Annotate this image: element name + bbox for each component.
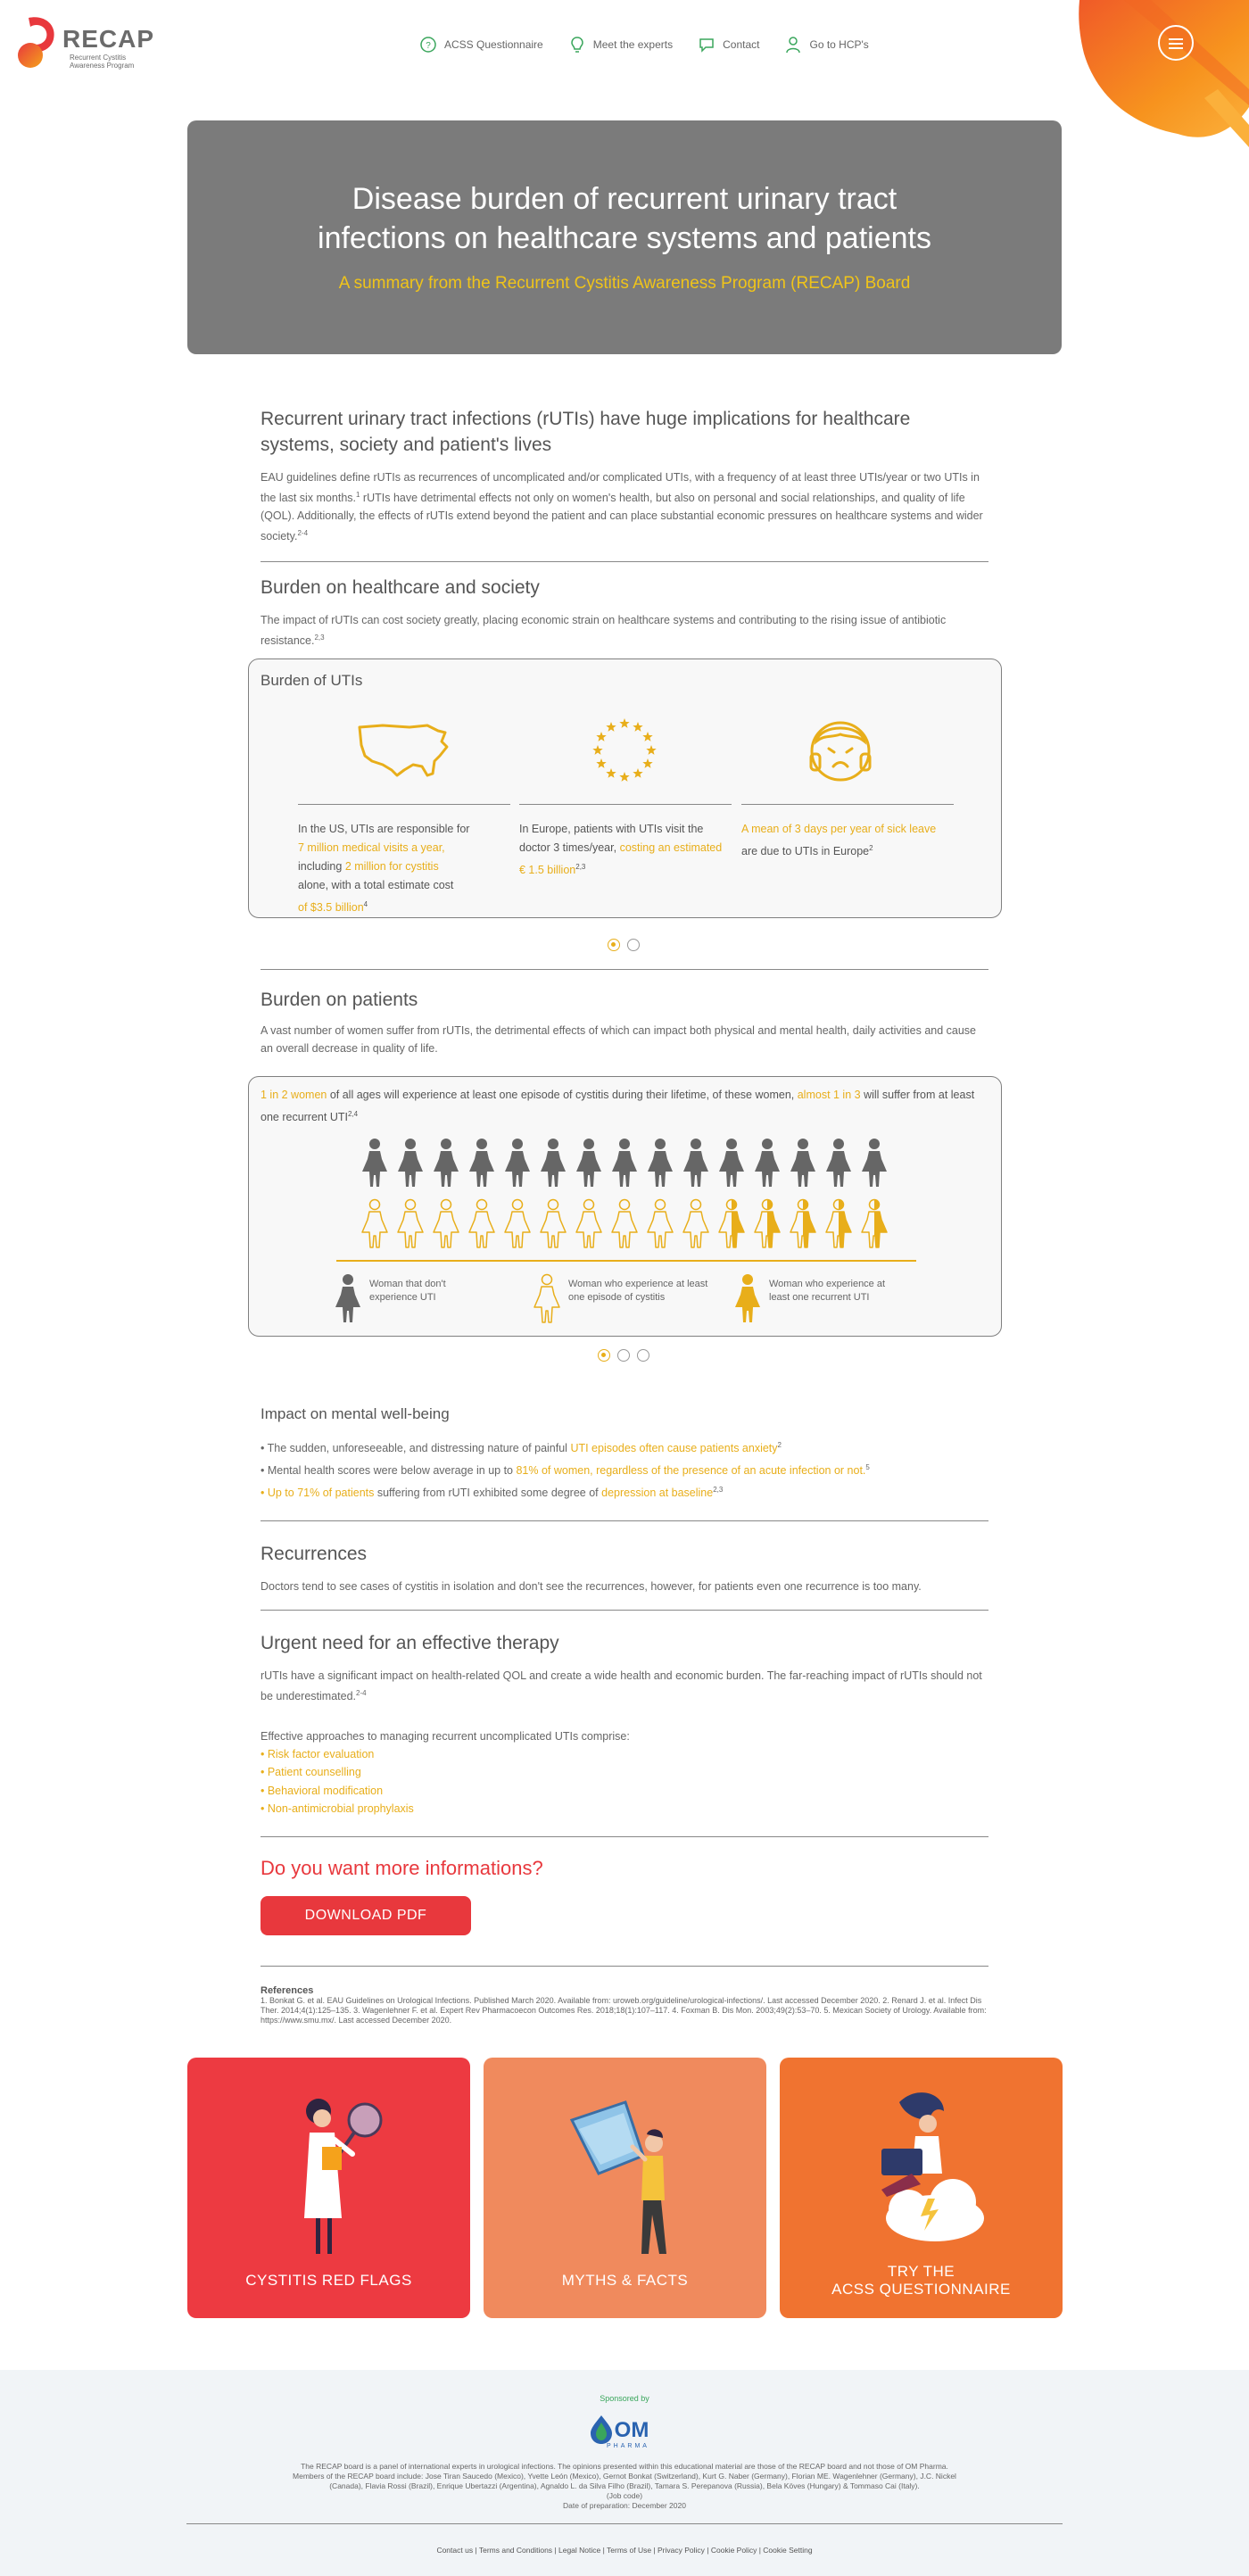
eu-star xyxy=(592,745,602,755)
woman-outline-icon xyxy=(396,1198,425,1250)
col-divider xyxy=(298,804,510,805)
carousel-dots-1 xyxy=(608,939,640,951)
card-myths-facts[interactable] xyxy=(484,2058,766,2318)
ref-sup: 2,3 xyxy=(575,863,586,871)
footer-links-text[interactable]: Contact us | Terms and Conditions | Legal Notice | Terms of Use | Privacy Policy | Cookie Policy | Cookie Setting xyxy=(436,2546,813,2555)
burden-carousel-slide xyxy=(248,658,1002,918)
woman-grey-icon xyxy=(396,1138,425,1189)
bullet-highlight: • Up to 71% of patients xyxy=(261,1487,375,1500)
footer-line: Members of the RECAP board include: Jose Tiran Saucedo (Mexico), Yvette León (Mexico), Gernot Bonkat (Switzerland), Kurt G. Naber (Germany), Florian ME. Wagenlehner (Germany), J.C. Nickel xyxy=(293,2472,956,2481)
card-cystitis-red-flags[interactable] xyxy=(187,2058,470,2318)
ref-sup: 2-4 xyxy=(356,1689,367,1698)
woman-no-uti-icon xyxy=(334,1273,362,1325)
eu-star xyxy=(606,722,616,732)
therapy-list xyxy=(261,1745,988,1818)
mental-bullets xyxy=(261,1436,988,1503)
woman-half-icon xyxy=(860,1198,889,1250)
therapy-item: • Behavioral modification xyxy=(261,1784,384,1797)
patients-carousel-slide xyxy=(248,1076,1002,1337)
page-subtitle: A summary from the Recurrent Cystitis Awareness Program (RECAP) Board xyxy=(338,274,911,293)
woman-grey-icon xyxy=(860,1138,889,1189)
doctor-magnifier-illustration xyxy=(267,2084,392,2263)
therapy-item: • Risk factor evaluation xyxy=(261,1747,375,1760)
therapy-item: • Non-antimicrobial prophylaxis xyxy=(261,1802,414,1816)
section-divider xyxy=(261,1966,988,1967)
nav-label: Contact xyxy=(723,38,760,51)
title-line2: infections on healthcare systems and patients xyxy=(318,221,931,255)
intro-heading: Recurrent urinary tract infections (rUTIs) have huge implications for healthcare systems, society and patient's lives xyxy=(261,409,911,455)
eu-star xyxy=(646,745,656,755)
ref-sup: 4 xyxy=(363,900,368,908)
om-pharma-logo[interactable] xyxy=(589,2406,660,2451)
legend-label: Woman who experience at least one episode of cystitis xyxy=(568,1279,708,1303)
legend-divider xyxy=(336,1260,916,1262)
ref-sup: 5 xyxy=(865,1463,870,1472)
eu-star xyxy=(633,768,642,778)
om-wordmark: OM xyxy=(614,2418,649,2442)
stat-highlight: almost 1 in 3 xyxy=(794,1089,861,1101)
intro-text1: EAU guidelines define rUTIs as recurrences of uncomplicated and/or complicated UTIs, with a frequency of at least three UTIs/year or two UTIs in the last six months. xyxy=(261,471,980,505)
card-label-line2: ACSS QUESTIONNAIRE xyxy=(831,2281,1011,2298)
title-line1: Disease burden of recurrent urinary tract xyxy=(352,182,897,216)
cta-title: Do you want more informations? xyxy=(261,1856,543,1879)
resource-cards xyxy=(187,2058,1063,2318)
menu-button[interactable] xyxy=(1158,25,1194,61)
woman-outline-icon xyxy=(575,1198,603,1250)
ref-sup: 1 xyxy=(356,491,360,499)
woman-grey-icon xyxy=(753,1138,782,1189)
woman-outline-icon xyxy=(467,1198,496,1250)
patients-paragraph: A vast number of women suffer from rUTIs, the detrimental effects of which can impact both physical and mental health, daily activities and cause an overall decrease in quality of life. xyxy=(261,1024,977,1055)
main-nav xyxy=(419,36,869,54)
footer-links[interactable] xyxy=(0,2546,1249,2555)
rest-content xyxy=(261,1401,988,2025)
carousel-dots-2 xyxy=(598,1349,649,1362)
woman-half-icon xyxy=(717,1198,746,1250)
healthcare-heading: Burden on healthcare and society xyxy=(261,577,540,599)
om-sub: PHARMA xyxy=(607,2443,649,2449)
woman-grey-icon xyxy=(682,1138,710,1189)
stat-highlight: 2 million for cystitis xyxy=(344,860,439,873)
patients-heading: Burden on patients xyxy=(261,990,418,1010)
carousel-dot[interactable] xyxy=(617,1349,630,1362)
sick-leave-stat xyxy=(741,820,947,861)
ref-sup: 2-4 xyxy=(297,529,309,538)
stat-text: are due to UTIs in Europe xyxy=(741,845,870,858)
site-header xyxy=(0,0,1249,89)
lightbulb-icon xyxy=(568,36,586,54)
eu-stars-icon xyxy=(589,715,660,786)
doctor-icon xyxy=(784,36,802,54)
woman-outline-icon xyxy=(646,1198,674,1250)
woman-grey-icon xyxy=(646,1138,674,1189)
card-label-line1: TRY THE xyxy=(887,2263,955,2280)
footer-line: Date of preparation: December 2020 xyxy=(563,2501,686,2510)
references xyxy=(261,1986,988,2025)
sick-face-icon xyxy=(804,715,877,788)
woman-grey-icon xyxy=(789,1138,817,1189)
nav-meet-experts[interactable] xyxy=(568,36,673,54)
carousel-dot[interactable] xyxy=(627,939,640,951)
legend-label: Woman who experience at least one recurrent UTI xyxy=(769,1279,886,1303)
ref-sup: 2 xyxy=(869,844,873,852)
intro-paragraph xyxy=(261,468,988,545)
stat-text: alone, with a total estimate cost xyxy=(298,879,454,891)
carousel-dot[interactable] xyxy=(608,939,620,951)
carousel-dot[interactable] xyxy=(598,1349,610,1362)
svg-text:?: ? xyxy=(426,41,431,51)
menu-bar xyxy=(1169,47,1183,49)
mental-bullet xyxy=(261,1436,988,1458)
nav-label: Meet the experts xyxy=(592,38,674,51)
healthcare-text: The impact of rUTIs can cost society greatly, placing economic strain on healthcare systems and contributing to the rising issue of antibiotic resistance. xyxy=(261,614,947,648)
women-row-grey xyxy=(360,1138,889,1189)
menu-bar xyxy=(1169,43,1183,45)
woman-recurrent-uti-icon xyxy=(733,1273,762,1325)
recap-logo[interactable] xyxy=(12,12,164,75)
card-label xyxy=(780,2263,1063,2299)
woman-outline-icon xyxy=(432,1198,460,1250)
section-divider xyxy=(261,1836,988,1837)
ref-sup: 2,4 xyxy=(347,1110,359,1118)
bullet-text: suffering from rUTI exhibited some degree of xyxy=(374,1487,602,1500)
references-title: References xyxy=(261,1984,314,1996)
stat-highlight: costing an estimated € 1.5 billion xyxy=(519,841,723,877)
logo-tagline xyxy=(70,54,134,70)
stat-highlight: of $3.5 billion xyxy=(298,901,364,915)
woman-grey-icon xyxy=(503,1138,532,1189)
eu-star xyxy=(606,768,616,778)
mental-bullet xyxy=(261,1458,988,1480)
woman-outline-icon xyxy=(360,1198,389,1250)
woman-half-icon xyxy=(753,1198,782,1250)
therapy-list-intro: Effective approaches to managing recurrent uncomplicated UTIs comprise: xyxy=(261,1729,630,1743)
nav-label: ACSS Questionnaire xyxy=(444,38,543,51)
footer-line: The RECAP board is a panel of international experts in urological infections. The opinions presented within this educational material are those of the RECAP board and not those of OM Pharma. xyxy=(301,2462,948,2471)
woman-half-icon xyxy=(789,1198,817,1250)
eu-stat xyxy=(519,820,724,880)
stat-text: of all ages will experience at least one episode of cystitis during their lifetime, of these women, xyxy=(327,1089,795,1101)
stat-text: In the US, UTIs are responsible for xyxy=(298,823,470,835)
woman-outline-icon xyxy=(682,1198,710,1250)
mental-heading: Impact on mental well-being xyxy=(261,1405,450,1422)
woman-grey-icon xyxy=(539,1138,567,1189)
section-divider xyxy=(261,1520,988,1521)
usa-map-icon xyxy=(356,720,451,783)
bullet-highlight: depression at baseline xyxy=(601,1487,714,1500)
references-text: 1. Bonkat G. et al. EAU Guidelines on Urological Infections. Published March 2020. Available from: uroweb.org/guideline/urological-infections/. Last accessed December 2020. 2. Renard J. et al. Infect Dis Ther. 2014;4(1):125–135. 3. Wagenlehner F. et al. Expert Rev Pharmacoecon Outcomes Res. 2018;18(1):107–117. 4. Foxman B. Dis Mon. 2003;49(2):53–70. 5. Mexican Society of Urology. Available from: https://www.smu.mx/. Last accessed December 2020. xyxy=(261,1995,987,2025)
eu-star xyxy=(596,758,606,768)
woman-grey-icon xyxy=(610,1138,639,1189)
nav-go-to-hcps[interactable] xyxy=(784,36,868,54)
woman-grey-icon xyxy=(575,1138,603,1189)
section-divider xyxy=(261,969,988,970)
logo-wordmark: RECAP xyxy=(62,25,155,53)
section-divider xyxy=(261,1610,988,1611)
card-label: CYSTITIS RED FLAGS xyxy=(245,2272,412,2289)
bullet-highlight: UTI episodes often cause patients anxiety xyxy=(570,1442,778,1455)
footer-line: (Canada), Flavia Rossi (Brazil), Enrique Ubertazzi (Argentina), Agnaldo L. da Silva Filho (Brazil), Tamara S. Perepanova (Russia), Bela Köves (Hungary) & Tommaso Cai (Italy). xyxy=(329,2481,920,2490)
ref-sup: 2,3 xyxy=(314,634,325,642)
stat-text: including xyxy=(298,860,343,873)
nav-acss-questionnaire[interactable] xyxy=(419,36,543,54)
patients-section xyxy=(261,987,988,1057)
healthcare-paragraph xyxy=(261,611,988,650)
card-label: MYTHS & FACTS xyxy=(561,2272,689,2289)
patients-stat xyxy=(261,1086,988,1127)
page-title xyxy=(187,179,1062,258)
woman-outline-icon xyxy=(539,1198,567,1250)
carousel-dot[interactable] xyxy=(637,1349,649,1362)
om-pharma-logo-icon xyxy=(589,2406,660,2451)
eu-star xyxy=(619,772,629,782)
bullet-text: • The sudden, unforeseeable, and distressing nature of painful xyxy=(261,1442,571,1455)
eu-star xyxy=(642,732,652,741)
section-divider xyxy=(261,561,988,562)
woman-grey-icon xyxy=(824,1138,853,1189)
stat-text: In Europe, patients with UTIs visit the doctor 3 times/year, xyxy=(519,823,704,854)
nav-contact[interactable] xyxy=(698,36,759,54)
eu-star xyxy=(642,758,652,768)
stat-highlight: 7 million medical visits a year, xyxy=(298,841,445,854)
therapy-heading: Urgent need for an effective therapy xyxy=(261,1633,559,1654)
footer-divider xyxy=(186,2523,1063,2524)
logo-tag-line1: Recurrent Cystitis xyxy=(70,54,127,62)
ref-sup: 2 xyxy=(777,1441,782,1449)
eu-star xyxy=(619,718,629,728)
woman-laptop-cloud-illustration xyxy=(846,2084,997,2263)
card-acss-questionnaire[interactable] xyxy=(780,2058,1063,2318)
eu-star xyxy=(596,732,606,741)
intro-text2: rUTIs have detrimental effects not only on women's health, but also on personal and social relationships, and quality of life (QOL). Additionally, the effects of rUTIs extend beyond the patient and can place substantial economic pressures on healthcare systems and wider society. xyxy=(261,492,983,543)
stat-highlight: 1 in 2 women xyxy=(261,1089,327,1101)
footer-line: (Job code) xyxy=(606,2491,643,2500)
ref-sup: 2,3 xyxy=(713,1486,724,1495)
stat-highlight: A mean of 3 days per year of sick leave xyxy=(741,823,937,835)
bullet-text: • Mental health scores were below average in up to xyxy=(261,1464,517,1478)
woman-cystitis-icon xyxy=(533,1273,561,1325)
woman-outline-icon xyxy=(610,1198,639,1250)
woman-half-icon xyxy=(824,1198,853,1250)
col-divider xyxy=(741,804,954,805)
site-footer xyxy=(0,2370,1249,2576)
stat-text: will suffer from at least one recurrent UTI xyxy=(261,1089,975,1124)
person-glass-illustration xyxy=(554,2084,697,2263)
col-divider xyxy=(519,804,732,805)
recurrences-heading: Recurrences xyxy=(261,1544,368,1565)
box-title: Burden of UTIs xyxy=(261,672,363,689)
woman-outline-icon xyxy=(503,1198,532,1250)
legend-label: Woman that don't experience UTI xyxy=(369,1279,446,1303)
women-row-yellow xyxy=(360,1198,889,1250)
therapy-paragraph xyxy=(261,1667,988,1705)
therapy-item: • Patient counselling xyxy=(261,1766,361,1779)
woman-grey-icon xyxy=(360,1138,389,1189)
mental-bullet xyxy=(261,1480,988,1503)
menu-bar xyxy=(1169,38,1183,40)
question-icon xyxy=(419,36,437,54)
chat-icon xyxy=(698,36,715,54)
recurrences-paragraph: Doctors tend to see cases of cystitis in isolation and don't see the recurrences, however, for patients even one recurrence is too many. xyxy=(261,1580,922,1594)
logo-tag-line2: Awareness Program xyxy=(70,62,135,70)
woman-grey-icon xyxy=(717,1138,746,1189)
eu-star xyxy=(633,722,642,732)
hero-banner xyxy=(187,120,1062,354)
corner-decoration xyxy=(1071,0,1249,152)
sponsored-by: Sponsored by xyxy=(600,2394,649,2403)
nav-label: Go to HCP's xyxy=(809,38,869,51)
download-pdf-button[interactable]: DOWNLOAD PDF xyxy=(261,1896,471,1935)
woman-grey-icon xyxy=(432,1138,460,1189)
us-stat xyxy=(298,820,490,917)
therapy-text: rUTIs have a significant impact on health-related QOL and create a wide health and economic burden. The far-reaching impact of rUTIs should not be underestimated. xyxy=(261,1669,982,1703)
recap-logo-icon xyxy=(12,12,62,73)
footer-disclaimer xyxy=(268,2462,981,2511)
woman-grey-icon xyxy=(467,1138,496,1189)
main-content xyxy=(261,406,988,650)
bullet-highlight: 81% of women, regardless of the presence of an acute infection or not. xyxy=(516,1464,866,1478)
